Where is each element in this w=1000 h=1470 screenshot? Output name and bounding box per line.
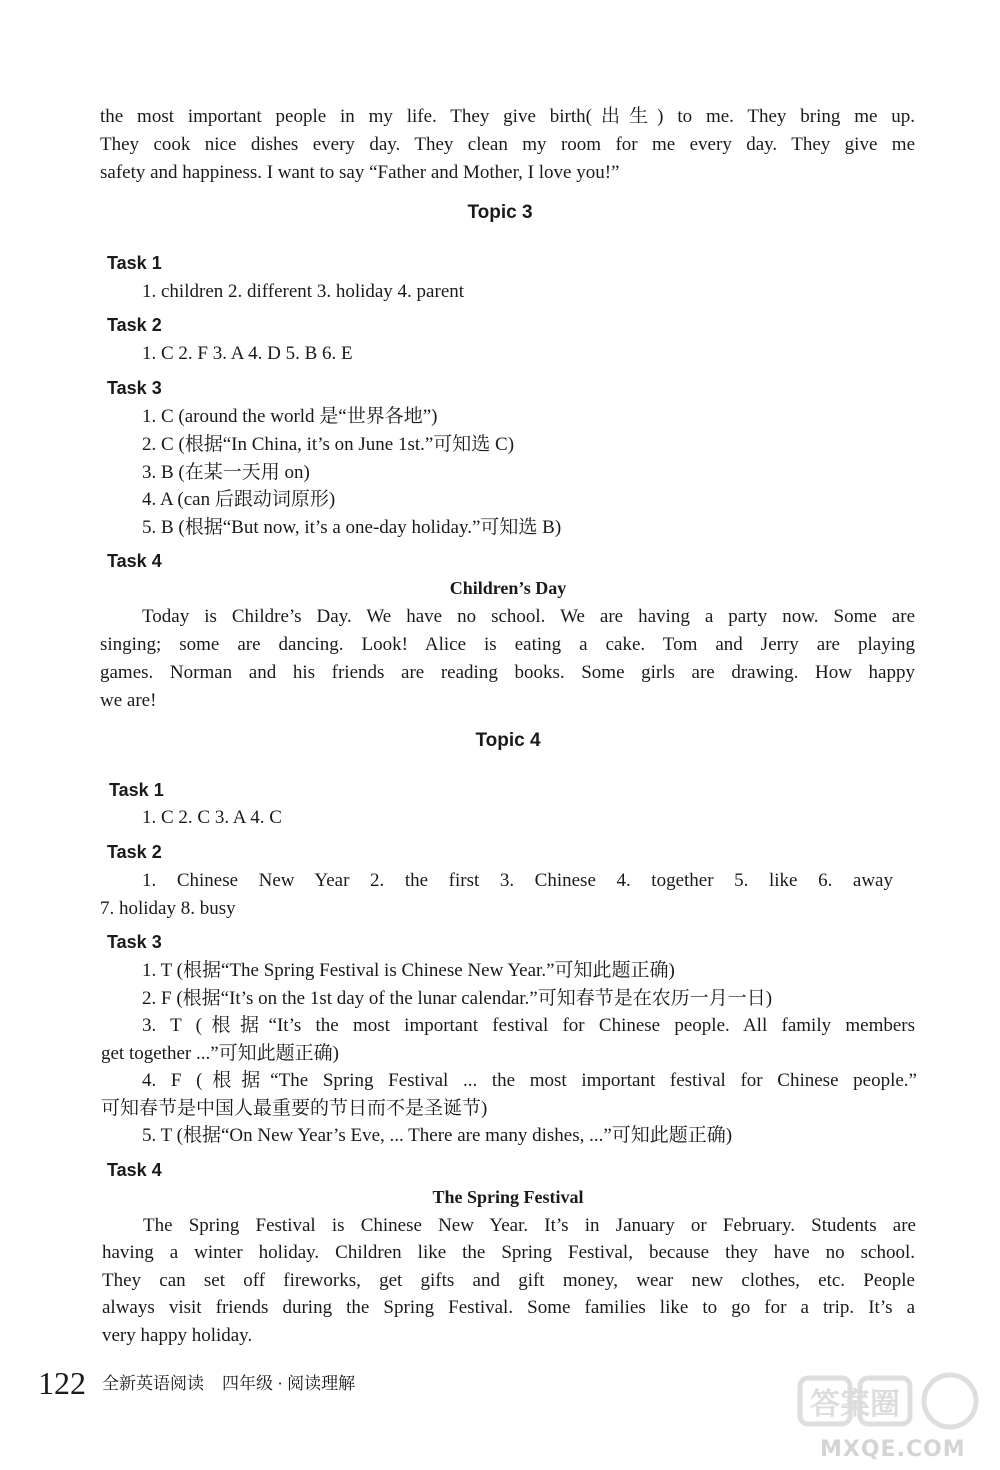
topic4-task3-item-4-line-1: 4. F (根据“The Spring Festival ... the most important festival for Chinese people.”: [142, 1070, 917, 1091]
topic4-task2-answers-line-2: 7. holiday 8. busy: [100, 898, 236, 919]
topic3-task1-answers: 1. children 2. different 3. holiday 4. parent: [142, 281, 465, 302]
grade-section: 四年级 · 阅读理解: [222, 1374, 356, 1393]
childrens-day-line-2: singing; some are dancing. Look! Alice is eating a cake. Tom and Jerry are playing: [100, 634, 915, 655]
topic4-task3-label: Task 3: [107, 932, 162, 952]
intro-line-2: They cook nice dishes every day. They clean my room for me every day. They give me: [100, 134, 915, 155]
topic3-task3-label: Task 3: [107, 378, 162, 398]
topic3-task3-item-3: 3. B (在某一天用 on): [142, 462, 310, 483]
spring-festival-line-4: always visit friends during the Spring Festival. Some families like to go for a trip. It’s a: [102, 1297, 915, 1318]
spring-festival-line-2: having a winter holiday. Children like the Spring Festival, because they have no school.: [102, 1242, 915, 1263]
childrens-day-line-1: Today is Childre’s Day. We have no school. We are having a party now. Some are: [142, 606, 915, 627]
intro-line-3: safety and happiness. I want to say “Father and Mother, I love you!”: [100, 162, 620, 183]
spring-festival-line-1: The Spring Festival is Chinese New Year. It’s in January or February. Students are: [143, 1215, 916, 1236]
topic4-task3-item-5: 5. T (根据“On New Year’s Eve, ... There are many dishes, ...”可知此题正确): [142, 1125, 733, 1146]
topic3-task3-item-2: 2. C (根据“In China, it’s on June 1st.”可知选 C): [142, 434, 515, 455]
topic4-task3-item-2: 2. F (根据“It’s on the 1st day of the lunar calendar.”可知春节是在农历一月一日): [142, 988, 773, 1009]
childrens-day-line-3: games. Norman and his friends are reading books. Some girls are drawing. How happy: [100, 662, 915, 683]
spring-festival-title: The Spring Festival: [432, 1187, 584, 1207]
topic4-task2-label: Task 2: [107, 842, 162, 862]
watermark-logo: [780, 1372, 992, 1462]
topic-4-heading: Topic 4: [475, 730, 541, 751]
topic4-task3-item-4-line-2: 可知春节是中国人最重要的节日而不是圣诞节): [101, 1098, 488, 1119]
topic4-task1-label: Task 1: [109, 780, 164, 800]
watermark-url: MXQE.COM: [820, 1437, 966, 1462]
topic3-task4-label: Task 4: [107, 551, 162, 571]
topic3-task3-item-1: 1. C (around the world 是“世界各地”): [142, 406, 438, 427]
topic4-task3-item-3-line-2: get together ...”可知此题正确): [101, 1043, 339, 1064]
topic4-task4-label: Task 4: [107, 1160, 162, 1180]
topic4-task3-item-3-line-1: 3. T (根据“It’s the most important festival for Chinese people. All family members: [142, 1015, 915, 1036]
topic4-task1-answers: 1. C 2. C 3. A 4. C: [142, 807, 282, 828]
topic3-task3-item-4: 4. A (can 后跟动词原形): [142, 489, 336, 510]
intro-line-1: the most important people in my life. They give birth(出生) to me. They bring me up.: [100, 106, 915, 127]
topic4-task3-item-1: 1. T (根据“The Spring Festival is Chinese New Year.”可知此题正确): [142, 960, 675, 981]
spring-festival-line-5: very happy holiday.: [102, 1325, 253, 1346]
watermark-logo-text: 答案圈: [810, 1387, 900, 1422]
topic-3-heading: Topic 3: [467, 202, 533, 223]
spring-festival-line-3: They can set off fireworks, get gifts and gift money, wear new clothes, etc. People: [102, 1270, 915, 1291]
watermark-graphic: [780, 1372, 992, 1462]
page-number: 122: [38, 1365, 86, 1401]
topic3-task3-item-5: 5. B (根据“But now, it’s a one-day holiday.”可知选 B): [142, 517, 562, 538]
topic4-task2-answers-line-1: 1. Chinese New Year 2. the first 3. Chinese 4. together 5. like 6. away: [142, 870, 893, 891]
childrens-day-line-4: we are!: [100, 690, 157, 711]
topic3-task1-label: Task 1: [107, 253, 162, 273]
topic3-task2-label: Task 2: [107, 315, 162, 335]
childrens-day-title: Children’s Day: [449, 578, 567, 598]
book-title: 全新英语阅读: [102, 1374, 204, 1393]
topic3-task2-answers: 1. C 2. F 3. A 4. D 5. B 6. E: [142, 343, 353, 364]
